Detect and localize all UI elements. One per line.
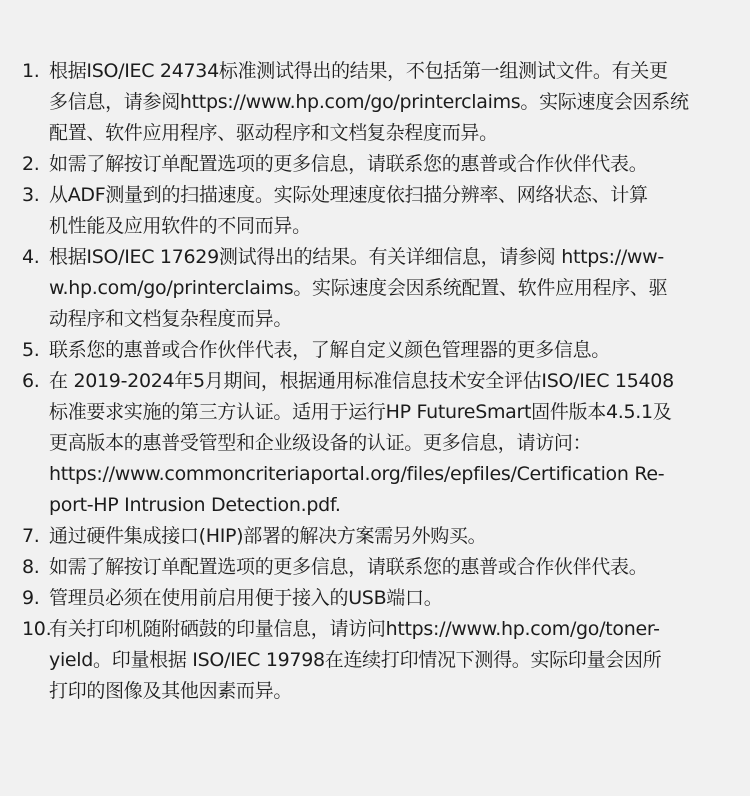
footnote-number: 5. [22,339,40,361]
footnote-number: 10. [22,618,52,640]
footnote-text-line: port-HP Intrusion Detection.pdf. [49,494,341,516]
footnote-number: 2. [22,153,40,175]
footnote-text-line: 管理员必须在使用前启用便于接入的USB端口。 [49,587,443,609]
footnote-text-line: 标准要求实施的第三方认证。适用于运行HP FutureSmart固件版本4.5.1及 [49,401,672,423]
footnote-number: 7. [22,525,40,547]
footnote-text-line: 联系您的惠普或合作伙伴代表，了解自定义颜色管理器的更多信息。 [49,339,611,361]
footnote-text-line: https://www.commoncriteriaportal.org/files/epfiles/Certification Re- [49,463,665,485]
footnote-item [22,56,732,149]
footnote-text-line: 如需了解按订单配置选项的更多信息，请联系您的惠普或合作伙伴代表。 [49,153,648,175]
footnote-item [22,149,732,180]
footnote-text-line: w.hp.com/go/printerclaims。实际速度会因系统配置、软件应用程序、驱 [49,277,668,299]
footnote-number: 4. [22,246,40,268]
footnote-text-line: 更高版本的惠普受管型和企业级设备的认证。更多信息，请访问： [49,432,592,454]
footnote-number: 6. [22,370,40,392]
footnote-text-line: 打印的图像及其他因素而异。 [49,680,293,702]
footnote-text-line: 多信息，请参阅https://www.hp.com/go/printerclaims。实际速度会因系统 [49,91,689,113]
footnote-item [22,521,732,552]
footnote-item [22,180,732,242]
footnotes-list [22,56,732,707]
footnote-text-line: yield。印量根据 ISO/IEC 19798在连续打印情况下测得。实际印量会因所 [49,649,662,671]
footnote-text-line: 动程序和文档复杂程度而异。 [49,308,293,330]
footnote-text-line: 有关打印机随附硒鼓的印量信息，请访问https://www.hp.com/go/toner- [49,618,660,640]
footnote-number: 8. [22,556,40,578]
footnote-item [22,366,732,521]
footnote-number: 1. [22,60,40,82]
footnote-item [22,583,732,614]
footnote-text-line: 通过硬件集成接口(HIP)部署的解决方案需另外购买。 [49,525,487,547]
footnote-text-line: 配置、软件应用程序、驱动程序和文档复杂程度而异。 [49,122,498,144]
footnote-item [22,552,732,583]
footnote-text-line: 在 2019-2024年5月期间，根据通用标准信息技术安全评估ISO/IEC 15408 [49,370,674,392]
footnote-item [22,614,732,707]
footnote-text-line: 如需了解按订单配置选项的更多信息，请联系您的惠普或合作伙伴代表。 [49,556,648,578]
footnote-text-line: 从ADF测量到的扫描速度。实际处理速度依扫描分辨率、网络状态、计算 [49,184,648,206]
footnote-number: 9. [22,587,40,609]
footnote-number: 3. [22,184,40,206]
footnote-item [22,335,732,366]
footnote-text-line: 根据ISO/IEC 24734标准测试得出的结果，不包括第一组测试文件。有关更 [49,60,668,82]
footnote-text-line: 根据ISO/IEC 17629测试得出的结果。有关详细信息，请参阅 https://ww- [49,246,664,268]
footnote-text-line: 机性能及应用软件的不同而异。 [49,215,311,237]
footnote-item [22,242,732,335]
